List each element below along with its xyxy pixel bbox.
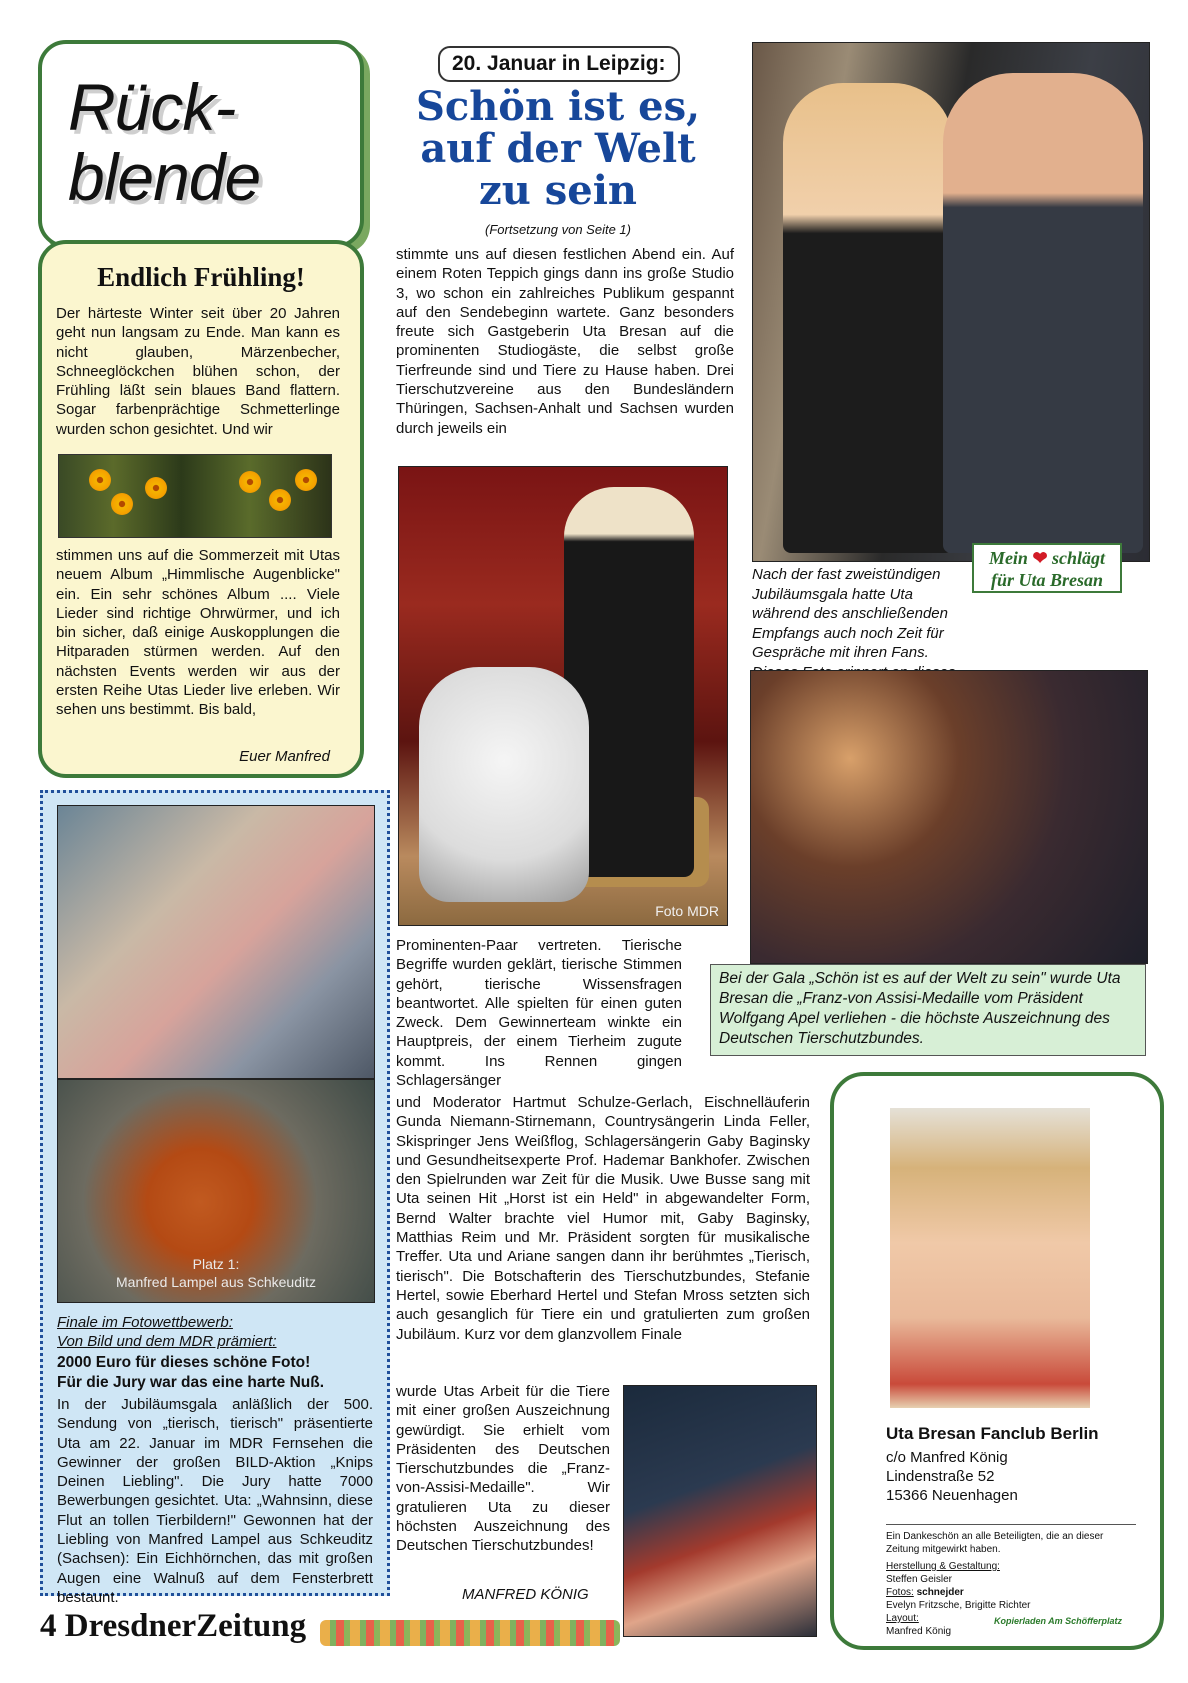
medal-ceremony-photo: [623, 1385, 817, 1637]
gala-caption: Bei der Gala „Schön ist es auf der Welt zu sein" wurde Uta Bresan die „Franz-von Assisi-Medaille vom Präsident Wolfgang Apel verliehen - die höchste Auszeichnung des Deutschen Tierschutzbundes.: [710, 964, 1146, 1056]
photo-contest-box: [40, 790, 390, 1606]
fanclub-address: c/o Manfred König Lindenstraße 52 15366 Neuenhagen: [886, 1449, 1018, 1504]
fan-heart-badge: Mein ❤ schlägt für Uta Bresan: [972, 543, 1122, 593]
flower-border-decoration: [320, 1620, 620, 1646]
continuation-note: (Fortsetzung von Seite 1): [485, 222, 631, 237]
uta-with-dog-photo: [398, 466, 728, 926]
flower-shape: [295, 469, 317, 491]
masthead: [40, 1608, 306, 1645]
credits: Herstellung & Gestaltung: Steffen Geisler Fotos: schnejder Evelyn Fritzsche, Brigitte Richter Layout: Manfred König: [886, 1561, 1031, 1637]
contest-headline: 2000 Euro für dieses schöne Foto! Für die Jury war das eine harte Nuß.: [57, 1354, 325, 1391]
heart-icon: ❤: [1032, 548, 1048, 568]
article-headline: Schön ist es, auf der Welt zu sein: [415, 83, 701, 214]
divider: [886, 1524, 1136, 1525]
contest-finale-label: Finale im Fotowettbewerb: Von Bild und dem MDR prämiert:: [57, 1314, 277, 1350]
rueckblende-box: [38, 40, 364, 248]
article-text-1: stimmte uns auf diesen festlichen Abend ein. Auf einem Roten Teppich gings dann ins große Studio 3, wo schon ein zahlreiches Publikum gespannt auf den Sendebeginn wartete. Ganz besonders freute sich Gastgeberin Uta Bresan auf die prominenten Studiogäste, die selbst große Tierfreunde sind und Tiere zu Hause haben. Drei Tierschutzvereine aus den Bundesländern Thüringen, Sachsen-Anhalt und Sachsen wurden durch jeweils ein: [396, 246, 734, 437]
fruehling-heading: Endlich Frühling!: [97, 262, 305, 292]
woman-figure: [783, 83, 953, 553]
fruehling-signature: Euer Manfred: [239, 748, 330, 765]
article-text-4: wurde Utas Arbeit für die Tiere mit einer großen Auszeichnung gewürdigt. Sie erhielt vom Präsidenten des Deutschen Tierschutzbundes die „Franz-von-Assisi-Medaille". Wir gratulieren Uta zu dieser höchsten Auszeichnung des Deutschen Tierschutzbundes!: [396, 1383, 610, 1555]
gala-crowd-photo: [750, 670, 1148, 964]
fanclub-box: [830, 1072, 1164, 1650]
fruehling-paragraph-1: Der härteste Winter seit über 20 Jahren geht nun langsam zu Ende. Man kann es nicht glauben, Märzenbecher, Schneeglöckchen blühen schon, der Frühling läßt sein blaues Band flattern. Sogar farbenprächtige Schmetterlinge wurden schon gesichtet. Und wir: [56, 305, 340, 438]
rueckblende-title: Rück- blende: [68, 70, 261, 214]
page-number: 4: [40, 1608, 57, 1644]
flower-shape: [269, 489, 291, 511]
flower-shape: [89, 469, 111, 491]
thanks-note: Ein Dankeschön an alle Beteiligten, die an dieser Zeitung mitgewirkt haben.: [886, 1531, 1104, 1555]
uta-with-fan-photo: [752, 42, 1150, 562]
squirrel-photo: [57, 1079, 375, 1303]
squirrel-photo-caption-line2: Manfred Lampel aus Schkeuditz: [116, 1274, 316, 1290]
photo-credit: Foto MDR: [655, 903, 719, 919]
sheepdog-figure: [419, 667, 589, 902]
squirrel-photo-caption-line1: Platz 1:: [192, 1256, 240, 1272]
flower-shape: [239, 471, 261, 493]
man-figure: [943, 73, 1143, 553]
uta-with-winners-photo: [57, 805, 375, 1079]
article-text-2: Prominenten-Paar vertreten. Tierische Begriffe wurden geklärt, tierische Stimmen gehört, tierische Wissensfragen beantwortet. Alle spielten für einen guten Zweck. Dem Gewinnerteam winkte ein Hauptpreis, der einem Tierheim zugute kommt. Ins Rennen gingen Schlagersänger: [396, 937, 682, 1090]
fanclub-name: Uta Bresan Fanclub Berlin: [886, 1424, 1099, 1443]
article-text-3: und Moderator Hartmut Schulze-Gerlach, Eischnelläuferin Gunda Niemann-Stirnemann, Countrysängerin Linda Feller, Skispringer Jens Weißflog, Schlagersängerin Gaby Baginsky und Gesundheitsexperte Prof. Hademar Bankhofer. Zwischen den Spielrunden war Zeit für die Musik. Uwe Busse sang mit Uta seinen Hit „Horst ist ein Held" in abgewandelter Form, Bernd Walter brachte viel Humor mit, Gaby Baginsky, Matthias Reim und Mr. Präsident sorgten für musikalische Treffer. Uta und Ariane sangen dann ihr berühmtes „Tierisch, tierisch". Die Botschafterin des Tierschutzbundes, Stefanie Hertel, sowie Eberhard Hertel und Stefan Mross setzten sich auch gesanglich für Tiere ein und gratulierten zum großen Jubiläum. Kurz vor dem glanzvollem Finale: [396, 1094, 810, 1343]
flower-shape: [145, 477, 167, 499]
fruehling-column: [38, 240, 364, 778]
flower-shape: [111, 493, 133, 515]
contest-text: In der Jubiläumsgala anläßlich der 500. Sendung von „tierisch, tierisch" präsentierte Uta am 22. Januar im MDR Fernsehen die Gewinner der großen BILD-Aktion „Knips Deinen Liebling". Die Jury hatte 7000 Bewerbungen gesichtet. Uta: „Wahnsinn, diese Flut an tollen Tierbildern!" Gewonnen hat der Liebling von Manfred Lampel aus Schkeuditz (Sachsen): Ein Eichhörnchen, das mit großen Augen eine Walnuß auf dem Fensterbrett bestaunt.: [57, 1396, 373, 1606]
fan-photo-caption: Nach der fast zweistündigen Jubiläumsgala hatte Uta während des anschließenden Empfangs auch noch Zeit für Gespräche mit ihren Fans.: [752, 566, 948, 661]
fruehling-paragraph-2: stimmen uns auf die Sommerzeit mit Utas neuem Album „Himmlische Augenblicke" ein. Ein sehr schönes Album .... Viele Lieder sind richtige Ohrwürmer, und ich bin sicher, daß einige Auskopplungen die Hitparaden stürmen werden. Auf den nächsten Events werden wir aus der ersten Reihe Utas Lieder live erleben. Wir sehen uns bestimmt. Bis bald,: [56, 547, 340, 719]
article-dateline: 20. Januar in Leipzig:: [438, 46, 680, 82]
article-author: MANFRED KÖNIG: [462, 1586, 589, 1603]
flowers-photo: [58, 454, 332, 538]
newspaper-name: DresdnerZeitung: [64, 1608, 307, 1644]
uta-portrait-photo: [890, 1108, 1090, 1408]
kopierladen-logo: Kopierladen Am Schöfferplatz: [994, 1616, 1123, 1626]
